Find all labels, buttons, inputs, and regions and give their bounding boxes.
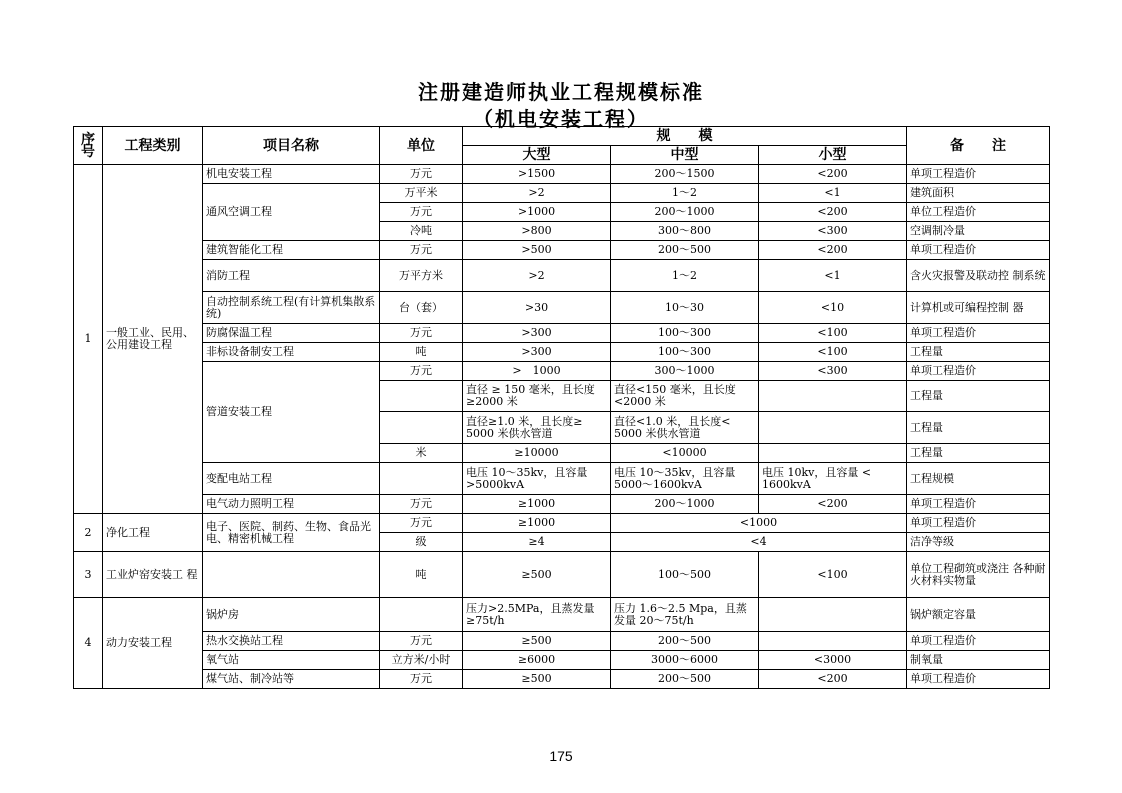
small-cell — [759, 412, 907, 444]
large-cell: >800 — [463, 222, 611, 241]
medium-cell: 100～500 — [611, 552, 759, 598]
table-row — [74, 495, 1050, 514]
remark-cell: 工程规模 — [907, 463, 1050, 495]
large-cell: >1500 — [463, 165, 611, 184]
project-name: 煤气站、制冷站等 — [203, 670, 380, 689]
page-number: 175 — [549, 748, 573, 764]
remark-cell: 计算机或可编程控制 器 — [907, 292, 1050, 324]
project-name: 变配电站工程 — [203, 463, 380, 495]
medium-cell: <1000 — [611, 514, 907, 533]
remark-cell: 锅炉额定容量 — [907, 598, 1050, 632]
medium-cell: 200～1500 — [611, 165, 759, 184]
large-cell: >1000 — [463, 203, 611, 222]
unit-cell: 级 — [380, 533, 463, 552]
remark-cell: 空调制冷量 — [907, 222, 1050, 241]
small-cell — [759, 381, 907, 412]
group-seq: 1 — [74, 165, 103, 514]
table-row — [74, 552, 1050, 598]
small-cell: <1 — [759, 184, 907, 203]
header-category: 工程类别 — [103, 127, 203, 165]
unit-cell: 万元 — [380, 165, 463, 184]
table-row — [74, 324, 1050, 343]
project-name: 机电安装工程 — [203, 165, 380, 184]
remark-cell: 工程量 — [907, 343, 1050, 362]
large-cell: > 1000 — [463, 362, 611, 381]
remark-cell: 建筑面积 — [907, 184, 1050, 203]
header-large: 大型 — [463, 146, 611, 165]
unit-cell — [380, 598, 463, 632]
small-cell: <3000 — [759, 651, 907, 670]
group-category: 一般工业、民用、公用建设工程 — [103, 165, 203, 514]
large-cell: ≥500 — [463, 552, 611, 598]
header-remark: 备 注 — [907, 127, 1050, 165]
large-cell: ≥10000 — [463, 444, 611, 463]
remark-cell: 单位工程砌筑或浇注 各种耐火材料实物量 — [907, 552, 1050, 598]
small-cell: <200 — [759, 165, 907, 184]
scale-standard-table — [73, 126, 1050, 689]
unit-cell: 台（套） — [380, 292, 463, 324]
large-cell: ≥6000 — [463, 651, 611, 670]
remark-cell: 单项工程造价 — [907, 165, 1050, 184]
header-seq: 序号 — [74, 127, 103, 165]
unit-cell: 万平米 — [380, 184, 463, 203]
small-cell: <300 — [759, 362, 907, 381]
small-cell: <200 — [759, 495, 907, 514]
project-name — [203, 552, 380, 598]
small-cell: <100 — [759, 324, 907, 343]
table-row — [74, 292, 1050, 324]
medium-cell: 200～500 — [611, 632, 759, 651]
remark-cell: 单项工程造价 — [907, 324, 1050, 343]
unit-cell: 万元 — [380, 241, 463, 260]
remark-cell: 单项工程造价 — [907, 241, 1050, 260]
group-category: 净化工程 — [103, 514, 203, 552]
table-row — [74, 343, 1050, 362]
medium-cell: 200～1000 — [611, 203, 759, 222]
small-cell: <10 — [759, 292, 907, 324]
large-cell: >300 — [463, 343, 611, 362]
small-cell: <200 — [759, 203, 907, 222]
large-cell: >500 — [463, 241, 611, 260]
large-cell: 电压 10～35kv，且容量 >5000kvA — [463, 463, 611, 495]
medium-cell: 1～2 — [611, 184, 759, 203]
large-cell: ≥1000 — [463, 514, 611, 533]
small-cell — [759, 444, 907, 463]
project-name: 电子、医院、制药、生物、食品光电、精密机械工程 — [203, 514, 380, 552]
table-row — [74, 184, 1050, 203]
unit-cell: 立方米/小时 — [380, 651, 463, 670]
medium-cell: 1～2 — [611, 260, 759, 292]
large-cell: ≥4 — [463, 533, 611, 552]
group-category: 工业炉窑安装工 程 — [103, 552, 203, 598]
unit-cell: 万元 — [380, 514, 463, 533]
header-project: 项目名称 — [203, 127, 380, 165]
project-name: 建筑智能化工程 — [203, 241, 380, 260]
unit-cell: 万元 — [380, 495, 463, 514]
medium-cell: 直径<150 毫米，且长度 <2000 米 — [611, 381, 759, 412]
unit-cell — [380, 463, 463, 495]
group-seq: 3 — [74, 552, 103, 598]
medium-cell: 300～800 — [611, 222, 759, 241]
medium-cell: <4 — [611, 533, 907, 552]
table-row — [74, 598, 1050, 632]
group-category: 动力安装工程 — [103, 598, 203, 689]
small-cell: <200 — [759, 670, 907, 689]
group-seq: 4 — [74, 598, 103, 689]
medium-cell: 100～300 — [611, 343, 759, 362]
large-cell: >30 — [463, 292, 611, 324]
medium-cell: 直径<1.0 米，且长度< 5000 米供水管道 — [611, 412, 759, 444]
table-row — [74, 651, 1050, 670]
medium-cell: 电压 10～35kv，且容量 5000～1600kvA — [611, 463, 759, 495]
project-name: 非标设备制安工程 — [203, 343, 380, 362]
remark-cell: 单位工程造价 — [907, 203, 1050, 222]
project-name: 管道安装工程 — [203, 362, 380, 463]
table-row — [74, 260, 1050, 292]
remark-cell: 工程量 — [907, 412, 1050, 444]
header-medium: 中型 — [611, 146, 759, 165]
medium-cell: 200～500 — [611, 241, 759, 260]
remark-cell: 单项工程造价 — [907, 514, 1050, 533]
table-row — [74, 241, 1050, 260]
unit-cell: 吨 — [380, 552, 463, 598]
unit-cell: 万元 — [380, 632, 463, 651]
page-title: 注册建造师执业工程规模标准 — [418, 80, 704, 104]
group-seq: 2 — [74, 514, 103, 552]
medium-cell: 压力 1.6～2.5 Mpa，且蒸发量 20～75t/h — [611, 598, 759, 632]
medium-cell: 300～1000 — [611, 362, 759, 381]
small-cell: <200 — [759, 241, 907, 260]
small-cell: <100 — [759, 343, 907, 362]
project-name: 消防工程 — [203, 260, 380, 292]
table-row — [74, 362, 1050, 381]
header-scale: 规 模 — [463, 127, 907, 146]
large-cell: 压力>2.5MPa，且蒸发量≥75t/h — [463, 598, 611, 632]
small-cell — [759, 598, 907, 632]
medium-cell: 10～30 — [611, 292, 759, 324]
remark-cell: 单项工程造价 — [907, 495, 1050, 514]
medium-cell: 100～300 — [611, 324, 759, 343]
unit-cell: 冷吨 — [380, 222, 463, 241]
table-row — [74, 463, 1050, 495]
small-cell: <1 — [759, 260, 907, 292]
project-name: 锅炉房 — [203, 598, 380, 632]
project-name: 防腐保温工程 — [203, 324, 380, 343]
large-cell: 直径 ≥ 150 毫米，且长度 ≥2000 米 — [463, 381, 611, 412]
remark-cell: 单项工程造价 — [907, 632, 1050, 651]
medium-cell: 200～500 — [611, 670, 759, 689]
large-cell: ≥1000 — [463, 495, 611, 514]
large-cell: 直径≥1.0 米，且长度≥ 5000 米供水管道 — [463, 412, 611, 444]
unit-cell: 米 — [380, 444, 463, 463]
unit-cell: 万平方米 — [380, 260, 463, 292]
large-cell: >2 — [463, 184, 611, 203]
remark-cell: 工程量 — [907, 381, 1050, 412]
unit-cell: 万元 — [380, 670, 463, 689]
project-name: 氧气站 — [203, 651, 380, 670]
remark-cell: 制氧量 — [907, 651, 1050, 670]
unit-cell: 万元 — [380, 324, 463, 343]
unit-cell: 万元 — [380, 203, 463, 222]
table-row — [74, 670, 1050, 689]
project-name: 电气动力照明工程 — [203, 495, 380, 514]
remark-cell: 单项工程造价 — [907, 670, 1050, 689]
unit-cell: 吨 — [380, 343, 463, 362]
unit-cell — [380, 381, 463, 412]
remark-cell: 工程量 — [907, 444, 1050, 463]
table-row — [74, 514, 1050, 533]
small-cell: <100 — [759, 552, 907, 598]
unit-cell: 万元 — [380, 362, 463, 381]
small-cell: <300 — [759, 222, 907, 241]
project-name: 通风空调工程 — [203, 184, 380, 241]
table-row — [74, 632, 1050, 651]
medium-cell: 200～1000 — [611, 495, 759, 514]
table-row — [74, 165, 1050, 184]
remark-cell: 洁净等级 — [907, 533, 1050, 552]
header-small: 小型 — [759, 146, 907, 165]
large-cell: ≥500 — [463, 632, 611, 651]
header-unit: 单位 — [380, 127, 463, 165]
remark-cell: 含火灾报警及联动控 制系统 — [907, 260, 1050, 292]
small-cell — [759, 632, 907, 651]
project-name: 热水交换站工程 — [203, 632, 380, 651]
small-cell: 电压 10kv，且容量 < 1600kvA — [759, 463, 907, 495]
large-cell: >2 — [463, 260, 611, 292]
project-name: 自动控制系统工程(有计算机集散系统) — [203, 292, 380, 324]
medium-cell: 3000～6000 — [611, 651, 759, 670]
large-cell: >300 — [463, 324, 611, 343]
unit-cell — [380, 412, 463, 444]
remark-cell: 单项工程造价 — [907, 362, 1050, 381]
page-subtitle: （机电安装工程） — [473, 107, 649, 131]
medium-cell: <10000 — [611, 444, 759, 463]
large-cell: ≥500 — [463, 670, 611, 689]
